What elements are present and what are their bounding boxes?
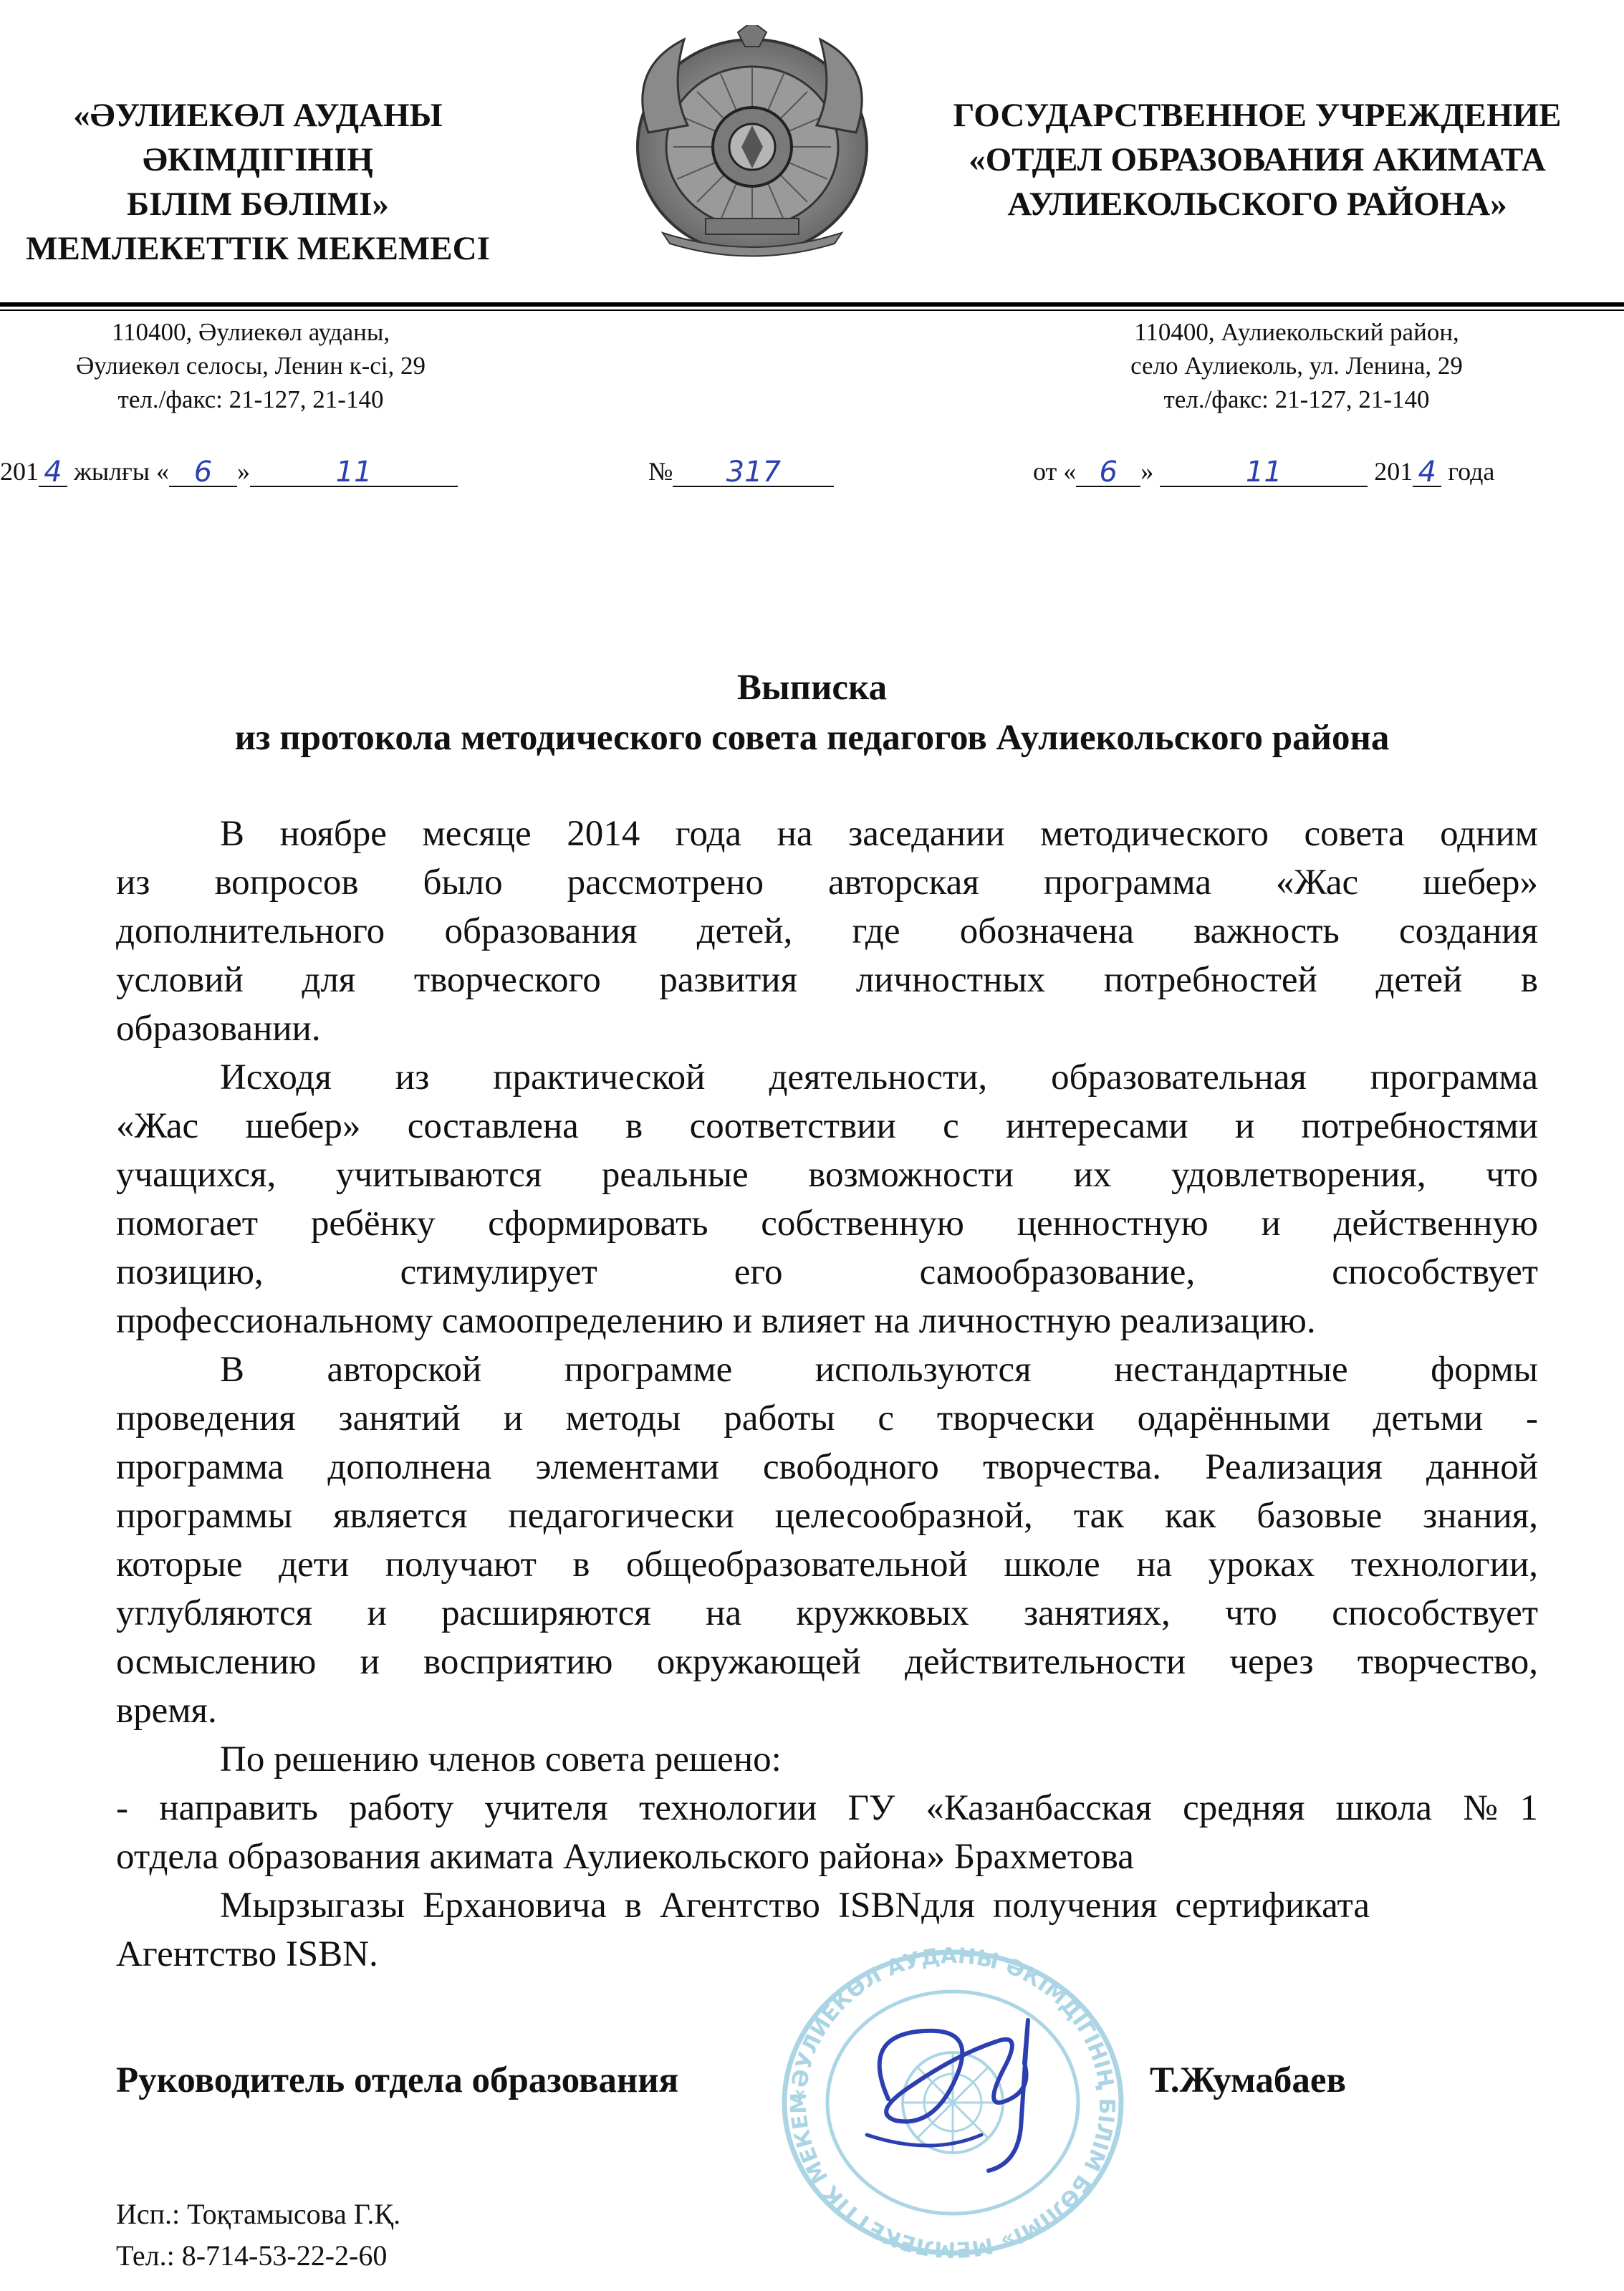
handwritten-number: 317	[726, 456, 782, 489]
text-line: позицию, стимулирует его самообразование, способствует	[116, 1252, 1538, 1292]
text-line: которые дети получают в общеобразовательной школе на уроках технологии,	[116, 1545, 1538, 1585]
signature-icon	[845, 1992, 1075, 2178]
text-line: По решению членов совета решено:	[220, 1739, 782, 1780]
year-prefix: 201	[0, 457, 39, 486]
text-line: из вопросов было рассмотрено авторская программа «Жас шебер»	[116, 863, 1538, 903]
emblem-icon	[620, 25, 885, 261]
left-address	[0, 315, 501, 416]
text-line: - направить работу учителя технологии ГУ «Казанбасская средняя школа №1	[116, 1788, 1538, 1828]
header-rule-thick	[0, 302, 1624, 307]
signatory-name: Т.Жумабаев	[1150, 2060, 1347, 2100]
text-line: программа дополнена элементами свободного творчества. Реализация данной	[116, 1447, 1538, 1487]
paragraph-4	[116, 1735, 1538, 1784]
text-line: образовании.	[116, 1009, 321, 1049]
left-org-line: «ӘУЛИЕКӨЛ АУДАНЫ	[73, 97, 443, 134]
document-title	[0, 663, 1624, 763]
document-number	[648, 456, 834, 487]
executor-name: Исп.: Тоқтамысова Г.Қ.	[116, 2198, 401, 2230]
right-org-name	[917, 93, 1597, 226]
body-text	[116, 810, 1538, 1979]
text-line: «Жас шебер» составлена в соответствии с интересами и потребностями	[116, 1106, 1538, 1146]
left-org-name	[0, 93, 516, 271]
number-sign: №	[648, 457, 673, 486]
date-left: 201 4 жылғы « 6 » 11	[0, 456, 458, 487]
left-org-line: БІЛІМ БӨЛІМІ»	[127, 186, 389, 223]
right-org-line: ГОСУДАРСТВЕННОЕ УЧРЕЖДЕНИЕ	[953, 97, 1562, 134]
right-org-line: «ОТДЕЛ ОБРАЗОВАНИЯ АКИМАТА	[969, 141, 1546, 178]
address-line: Әулиекөл селосы, Ленин к-сі, 29	[76, 352, 426, 380]
title-line-2: из протокола методического совета педагогов Аулиекольского района	[234, 718, 1390, 758]
text-line: отдела образования акимата Аулиекольского района» Брахметова	[116, 1837, 1134, 1877]
paragraph-5	[116, 1784, 1538, 1881]
text-line: В авторской программе используются нестандартные формы	[220, 1350, 1538, 1390]
header-rule-thin	[0, 309, 1624, 311]
handwritten-day: 6	[1099, 456, 1118, 489]
handwritten-year-digit: 4	[44, 456, 62, 489]
text-line: Агентство ISBN.	[116, 1934, 378, 1974]
right-org-line: АУЛИЕКОЛЬСКОГО РАЙОНА»	[1007, 186, 1507, 223]
text-line: профессиональному самоопределению и влияет на личностную реализацию.	[116, 1301, 1316, 1341]
signatory-position: Руководитель отдела образования	[116, 2060, 679, 2100]
stamp-text: «ӘУЛИЕКӨЛ АУДАНЫ ӘКІМДІГІНІҢ БІЛІМ БӨЛІМІ» МЕМЛЕКЕТТІК МЕКЕМ	[786, 1945, 1120, 2260]
text-line: помогает ребёнку сформировать собственную ценностную и действенную	[116, 1204, 1538, 1244]
handwritten-day: 6	[193, 456, 213, 489]
paragraph-3	[116, 1345, 1538, 1735]
year-word: жылғы «	[74, 457, 169, 486]
text-line: В ноябре месяце 2014 года на заседании методического совета одним	[220, 814, 1538, 854]
left-org-line: ӘКІМДІГІНІҢ	[143, 141, 373, 178]
state-emblem	[620, 25, 885, 261]
paragraph-1	[116, 810, 1538, 1053]
text-line: углубляются и расширяются на кружковых занятиях, что способствует	[116, 1593, 1538, 1633]
handwritten-signature	[845, 1992, 1075, 2178]
date-right: от « 6 » 11 201 4 года	[1033, 456, 1495, 489]
address-line: 110400, Әулиекөл ауданы,	[111, 318, 390, 346]
text-line: дополнительного образования детей, где обозначена важность создания	[116, 911, 1538, 951]
text-line: осмыслению и восприятию окружающей действительности через творчество,	[116, 1642, 1538, 1682]
address-line: тел./факс: 21-127, 21-140	[1163, 385, 1430, 413]
address-line: 110400, Аулиекольский район,	[1134, 318, 1459, 346]
text-line: учащихся, учитываются реальные возможности их удовлетворения, что	[116, 1155, 1538, 1195]
right-address	[1046, 315, 1547, 416]
text-line: программы является педагогически целесообразной, так как базовые знания,	[116, 1496, 1538, 1536]
text-line: Исходя из практической деятельности, образовательная программа	[220, 1057, 1538, 1098]
left-org-line: МЕМЛЕКЕТТІК МЕКЕМЕСІ	[26, 230, 490, 267]
handwritten-year-digit: 4	[1418, 456, 1436, 489]
handwritten-month: 11	[335, 456, 373, 489]
text-line: условий для творческого развития личностных потребностей детей в	[116, 960, 1538, 1000]
text-line: время.	[116, 1691, 217, 1731]
paragraph-2	[116, 1053, 1538, 1345]
handwritten-month: 11	[1245, 456, 1282, 489]
address-line: село Аулиеколь, ул. Ленина, 29	[1130, 352, 1463, 380]
text-line: проведения занятий и методы работы с творчески одарёнными детьми -	[116, 1398, 1538, 1439]
executor-info	[116, 2194, 400, 2277]
executor-phone: Тел.: 8-714-53-22-2-60	[116, 2239, 388, 2272]
text-line: Мырзыгазы Ерхановича в Агентство ISBNдля получения сертификата	[220, 1886, 1370, 1926]
address-line: тел./факс: 21-127, 21-140	[117, 385, 384, 413]
title-line-1: Выписка	[736, 668, 888, 708]
